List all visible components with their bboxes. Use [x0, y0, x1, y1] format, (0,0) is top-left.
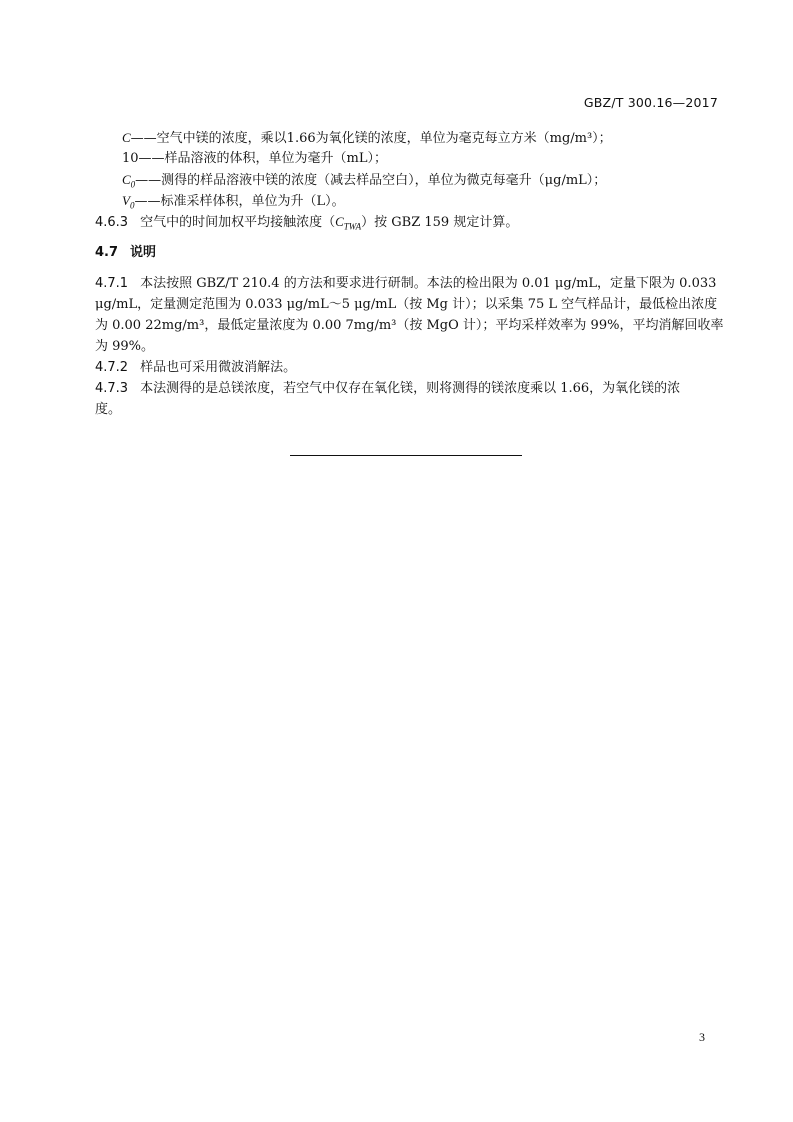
twa-symbol: $C_{TWA}$ [335, 214, 362, 232]
paragraph-line: 本法测得的是总镁浓度，若空气中仅存在氧化镁，则将测得的镁浓度乘以 1.66，为氧化镁的浓 [140, 381, 681, 396]
section-4-7-2 [95, 358, 296, 378]
definition-symbol: $V_0$ [122, 193, 135, 211]
section-4-7-1-line-1 [95, 274, 716, 294]
section-text-b: ）按 GBZ 159 规定计算。 [361, 215, 519, 230]
definition-text: ——测得的样品溶液中镁的浓度（减去样品空白），单位为微克每毫升（μg/mL）； [135, 173, 607, 188]
section-text: 样品也可采用微波消解法。 [140, 360, 297, 375]
section-number: 4.6.3 [95, 215, 129, 230]
section-4-6-3 [95, 212, 518, 237]
paragraph-line: 本法按照 GBZ/T 210.4 的方法和要求进行研制。本法的检出限为 0.01 μg/mL，定量下限为 0.033 [140, 276, 717, 291]
definition-text: ——标准采样体积，单位为升（L）。 [134, 194, 345, 209]
section-number: 4.7.3 [95, 381, 129, 396]
section-title: 说明 [130, 245, 157, 260]
section-number: 4.7.2 [95, 360, 129, 375]
end-rule [290, 455, 522, 456]
definition-symbol: C [122, 130, 131, 145]
page-number: 3 [699, 1030, 705, 1044]
section-4-7-3-line-2: 度。 [95, 402, 122, 417]
section-number: 4.7 [95, 245, 119, 260]
section-4-7-1-line-2: μg/mL，定量测定范围为 0.033 μg/mL～5 μg/mL（按 Mg 计）；以采集 75 L 空气样品计，最低检出浓度 [95, 297, 718, 312]
section-4-7-3-line-1 [95, 379, 680, 399]
standard-id-header: GBZ/T 300.16—2017 [583, 95, 718, 110]
definition-text: ——样品溶液的体积，单位为毫升（mL）； [138, 151, 388, 166]
definition-symbol: $C_0$ [122, 172, 136, 190]
section-4-7-heading [95, 243, 156, 263]
definition-10 [122, 149, 387, 169]
section-number: 4.7.1 [95, 276, 129, 291]
section-4-7-1-line-3: 为 0.00 22mg/m³，最低定量浓度为 0.00 7mg/m³（按 MgO 计）；平均采样效率为 99%，平均消解回收率 [95, 318, 724, 333]
definition-c [122, 128, 612, 149]
section-4-7-1-line-4: 为 99%。 [95, 339, 155, 354]
section-text-a: 空气中的时间加权平均接触浓度（ [140, 215, 336, 230]
definition-symbol: 10 [122, 151, 139, 166]
definition-text: ——空气中镁的浓度，乘以1.66为氧化镁的浓度，单位为毫克每立方米（mg/m³）； [130, 131, 612, 146]
